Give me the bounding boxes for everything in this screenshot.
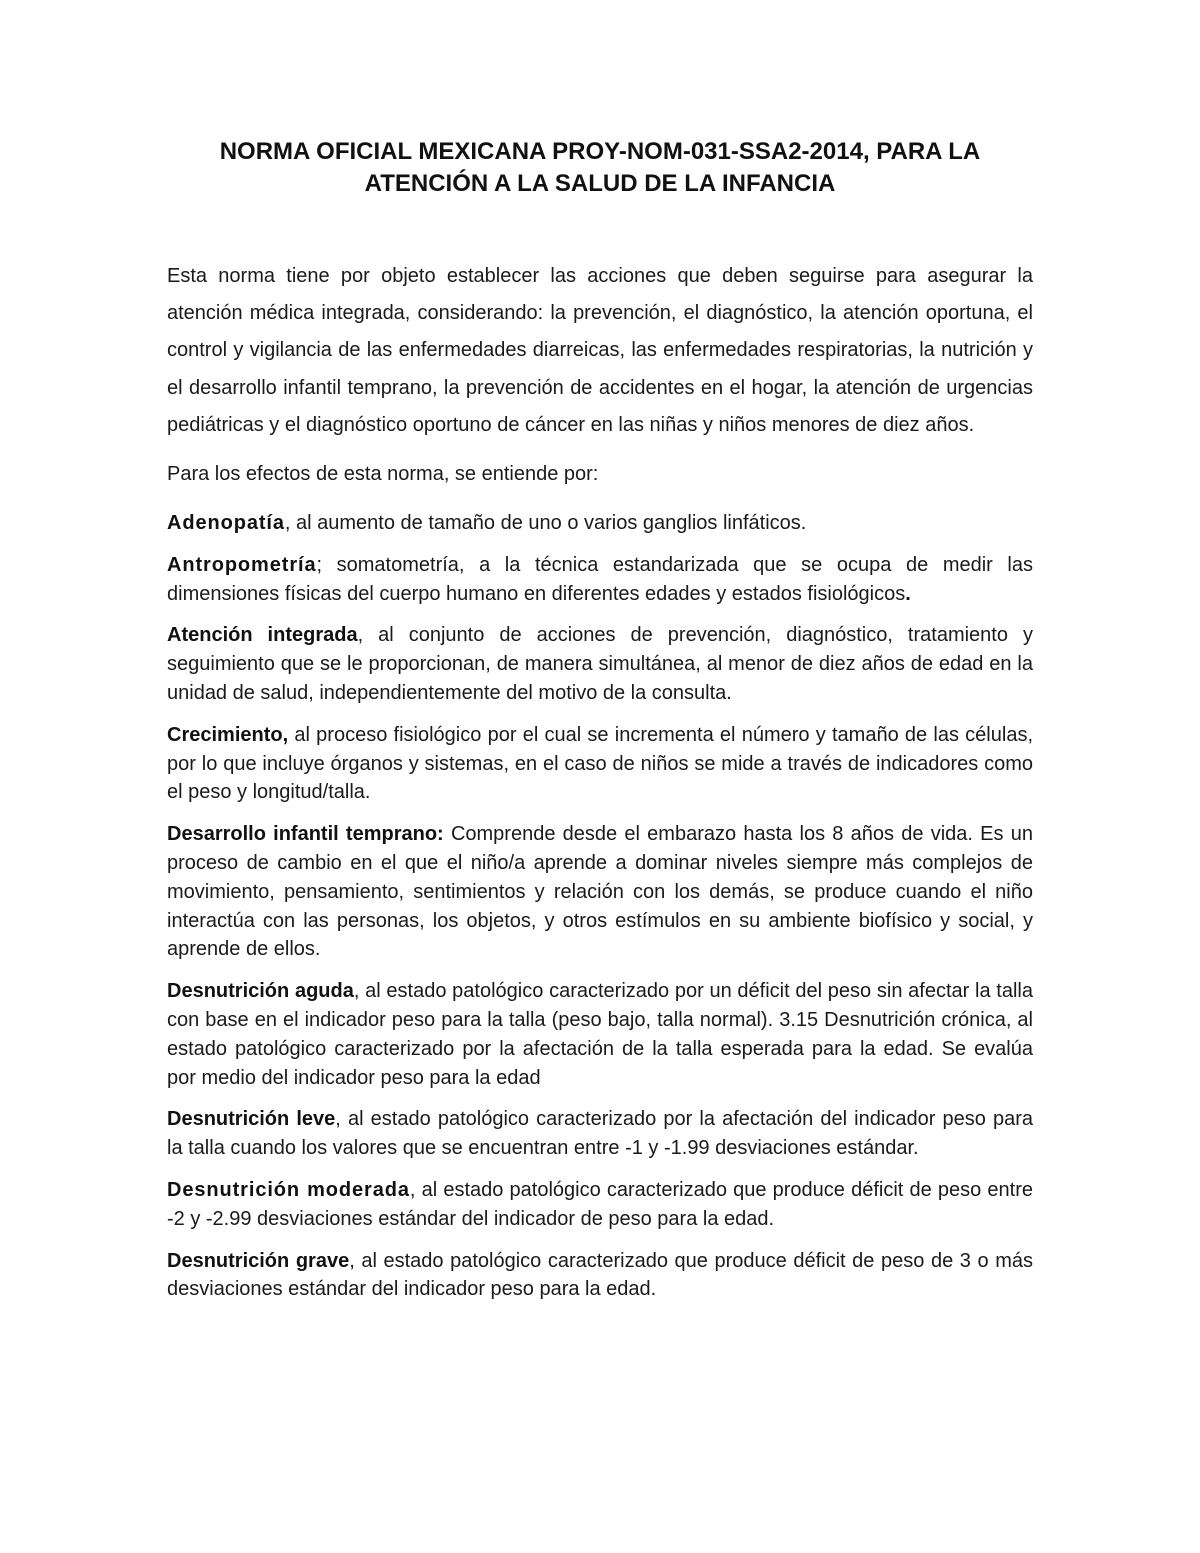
definition-text: , al estado patológico caracterizado que produce déficit de peso de 3 o más desviaciones estándar del indicador peso para la edad. bbox=[167, 1249, 1033, 1301]
title-line-1: NORMA OFICIAL MEXICANA PROY-NOM-031-SSA2-2014, PARA LA bbox=[219, 138, 981, 165]
definition-text: , al conjunto de acciones de prevención, diagnóstico, tratamiento y seguimiento que se le proporcionan, de manera simultánea, al menor de diez años de edad en la unidad de salud, independientemente del motivo de la consulta. bbox=[167, 624, 1033, 704]
document-page bbox=[167, 136, 1033, 1317]
definition-term: Adenopatía bbox=[167, 512, 285, 535]
intro-paragraph: Esta norma tiene por objeto establecer las acciones que deben seguirse para asegurar la atención médica integrada, considerando: la prevención, el diagnóstico, la atención oportuna, el control y vigilancia de las enfermedades diarreicas, las enfermedades respiratorias, la nutrición y el desarrollo infantil temprano, la prevención de accidentes en el hogar, la atención de urgencias pediátricas y el diagnóstico oportuno de cáncer en las niñas y niños menores de diez años. bbox=[167, 265, 1033, 436]
definition-term: Desnutrición moderada bbox=[167, 1178, 410, 1201]
definition-term: Antropometría bbox=[167, 553, 317, 576]
definition-item bbox=[167, 977, 1033, 1092]
definition-text: Comprende desde el embarazo hasta los 8 años de vida. Es un proceso de cambio en el que el niño/a aprende a dominar niveles siempre más complejos de movimiento, pensamiento, sentimientos y relación con los demás, se produce cuando el niño interactúa con las personas, los objetos, y otros estímulos en su ambiente biofísico y social, y aprende de ellos. bbox=[167, 823, 1033, 961]
definitions-lead: Para los efectos de esta norma, se entiende por: bbox=[167, 463, 599, 486]
definition-item bbox=[167, 1105, 1033, 1163]
definition-text: al proceso fisiológico por el cual se incrementa el número y tamaño de las células, por lo que incluye órganos y sistemas, en el caso de niños se mide a través de indicadores como el peso y longitud/talla. bbox=[167, 723, 1033, 804]
definition-item bbox=[167, 551, 1033, 609]
definition-item bbox=[167, 621, 1033, 707]
definition-item bbox=[167, 721, 1033, 807]
definition-item bbox=[167, 1176, 1033, 1234]
document-title bbox=[167, 136, 1033, 200]
definition-term: Desnutrición aguda bbox=[167, 980, 354, 1003]
definition-text: , al aumento de tamaño de uno o varios ganglios linfáticos. bbox=[284, 512, 807, 535]
definition-term: Atención integrada bbox=[167, 624, 358, 647]
definition-item bbox=[167, 820, 1033, 964]
definition-tail: . bbox=[905, 582, 911, 605]
definition-text: , al estado patológico caracterizado por un déficit del peso sin afectar la talla con base en el indicador peso para la talla (peso bajo, talla normal). 3.15 Desnutrición crónica, al estado patológico caracterizado por la afectación de la talla esperada para la edad. Se evalúa por medio del indicador peso para la edad bbox=[167, 980, 1033, 1089]
definition-term: Crecimiento, bbox=[167, 723, 289, 746]
definition-text: , al estado patológico caracterizado que produce déficit de peso entre -2 y -2.99 desviaciones estándar del indicador de peso para la edad. bbox=[167, 1178, 1033, 1230]
definition-term: Desarrollo infantil temprano: bbox=[167, 823, 444, 846]
title-line-2: ATENCIÓN A LA SALUD DE LA INFANCIA bbox=[364, 170, 836, 197]
definition-item bbox=[167, 1247, 1033, 1305]
definition-text: , al estado patológico caracterizado por la afectación del indicador peso para la talla cuando los valores que se encuentran entre -1 y -1.99 desviaciones estándar. bbox=[167, 1108, 1033, 1160]
definition-item bbox=[167, 509, 1033, 538]
definition-term: Desnutrición grave bbox=[167, 1249, 350, 1272]
definition-term: Desnutrición leve bbox=[167, 1108, 336, 1131]
definition-text: ; somatometría, a la técnica estandarizada que se ocupa de medir las dimensiones físicas del cuerpo humano en diferentes edades y estados fisiológicos bbox=[167, 553, 1033, 605]
